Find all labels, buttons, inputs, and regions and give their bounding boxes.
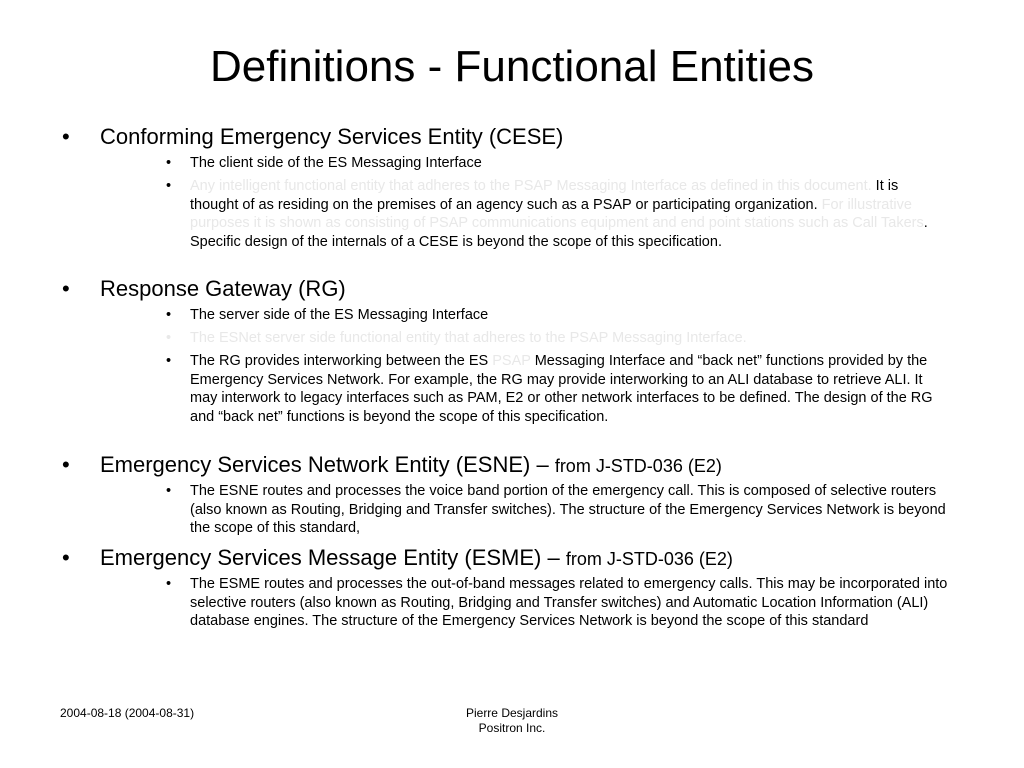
section-heading-text: Response Gateway (RG) <box>100 276 346 301</box>
item-text: It is thought of as residing on the premises of an agency such as a PSAP or participating organization. <box>190 178 899 213</box>
item-text: Messaging Interface and “back net” functions provided by the Emergency Services Network. For example, the RG may provide interworking to an ALI database to retrieve ALI. It may interwork to legacy interfaces such as PAM, E2 or other network interfaces to be defined. The design of the RG and “back net” functions is beyond the scope of this specification. <box>190 353 933 425</box>
section-heading-text: Emergency Services Network Entity (ESNE) – <box>100 452 555 477</box>
item-text-faint: PSAP <box>492 353 531 369</box>
bullet-icon: • <box>166 178 172 194</box>
footer-author-block <box>412 706 612 736</box>
item-text-faint: For illustrative purposes it is shown as consisting of PSAP communications equipment and end point stations such as Call Takers <box>190 196 924 231</box>
list-item <box>166 329 950 348</box>
list-item <box>166 154 950 173</box>
list-item <box>166 575 950 631</box>
section-heading-source: from J-STD-036 (E2) <box>554 456 722 476</box>
bullet-icon: • <box>166 483 172 499</box>
section-heading-source: from J-STD-036 (E2) <box>565 549 733 569</box>
item-text: The client side of the ES Messaging Interface <box>190 155 482 171</box>
section-heading-rg <box>62 276 346 302</box>
footer-company: Positron Inc. <box>478 721 546 735</box>
bullet-icon: • <box>62 545 70 570</box>
footer-author: Pierre Desjardins <box>465 706 559 720</box>
section-heading-text: Conforming Emergency Services Entity (CESE) <box>100 124 564 149</box>
section-heading-esme <box>62 545 733 572</box>
bullet-icon: • <box>166 307 172 323</box>
footer-date: 2004-08-18 (2004-08-31) <box>60 706 195 720</box>
section-heading-cese <box>62 124 564 150</box>
bullet-icon: • <box>166 353 172 369</box>
list-item <box>166 306 950 325</box>
section-heading-text: Emergency Services Message Entity (ESME) – <box>100 545 566 570</box>
list-item <box>166 482 950 538</box>
item-text: . Specific design of the internals of a CESE is beyond the scope of this specification. <box>190 215 928 250</box>
bullet-icon: • <box>166 330 172 346</box>
item-text: The RG provides interworking between the ES <box>190 353 493 369</box>
section-heading-esne <box>62 452 722 479</box>
bullet-icon: • <box>166 155 172 171</box>
bullet-icon: • <box>62 124 70 149</box>
item-text: The ESNE routes and processes the voice band portion of the emergency call. This is composed of selective routers (also known as Routing, Bridging and Transfer switches). The structure of the Emergency Services Network is beyond the scope of this standard, <box>190 483 946 536</box>
list-item <box>166 177 950 251</box>
item-text: The ESME routes and processes the out-of-band messages related to emergency calls. This may be incorporated into selective routers (also known as Routing, Bridging and Transfer switches) and Automatic Location Information (ALI) database engines. The structure of the Emergency Services Network is beyond the scope of this standard <box>190 576 948 629</box>
slide-title: Definitions - Functional Entities <box>209 42 815 91</box>
item-text-faint: The ESNet server side functional entity that adheres to the PSAP Messaging Interface. <box>190 330 747 346</box>
bullet-icon: • <box>166 576 172 592</box>
item-text-faint: Any intelligent functional entity that adheres to the PSAP Messaging Interface as defined in this document. <box>190 178 872 194</box>
bullet-icon: • <box>62 276 70 301</box>
bullet-icon: • <box>62 452 70 477</box>
item-text: The server side of the ES Messaging Interface <box>190 307 489 323</box>
list-item <box>166 352 950 426</box>
